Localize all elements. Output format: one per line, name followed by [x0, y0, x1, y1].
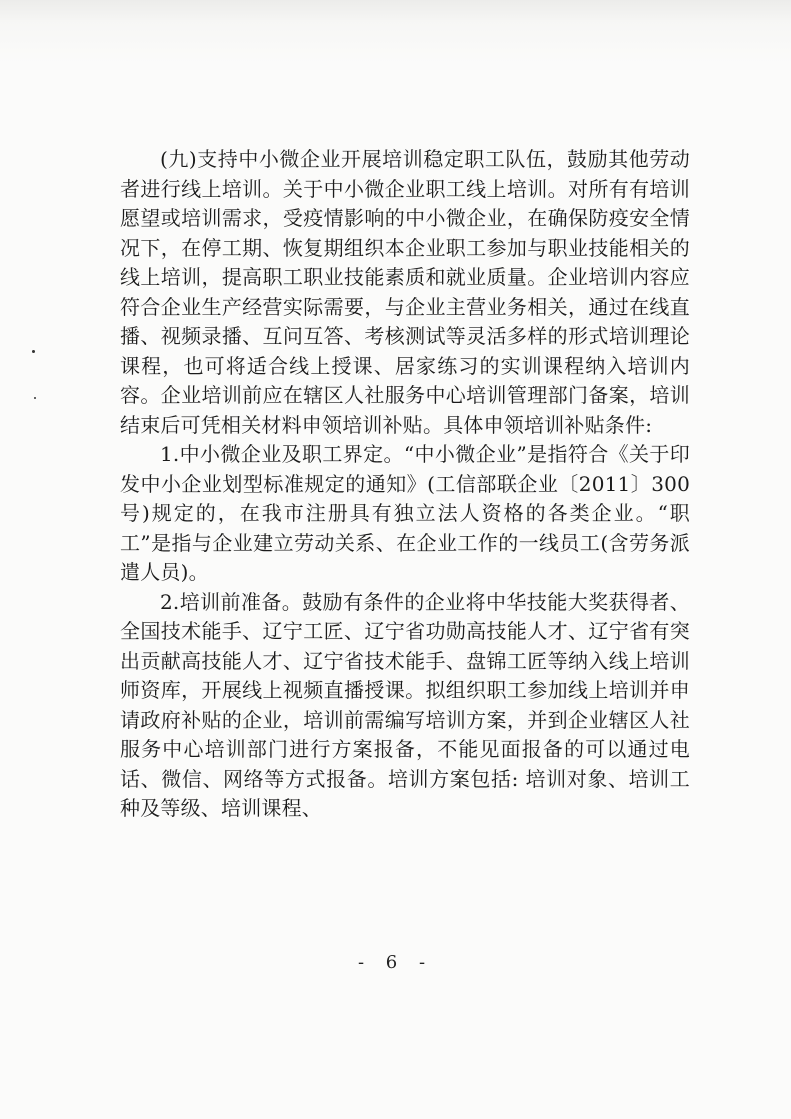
document-body: [120, 145, 690, 824]
scan-speck: [34, 397, 36, 399]
paragraph-enterprise-definition: 1.中小微企业及职工界定。“中小微企业”是指符合《关于印发中小企业划型标准规定的通知》(工信部联企业〔2011〕300号)规定的，在我市注册具有独立法人资格的各类企业。“职工”是指与企业建立劳动关系、在企业工作的一线员工(含劳务派遣人员)。: [120, 442, 690, 584]
paragraph-support-small-enterprises: (九)支持中小微企业开展培训稳定职工队伍，鼓励其他劳动者进行线上培训。关于中小微企业职工线上培训。对所有有培训愿望或培训需求，受疫情影响的中小微企业，在确保防疫安全情况下，在停工期、恢复期组织本企业职工参加与职业技能相关的线上培训，提高职工职业技能素质和就业质量。企业培训内容应符合企业生产经营实际需要，与企业主营业务相关，通过在线直播、视频录播、互问互答、考核测试等灵活多样的形式培训理论课程，也可将适合线上授课、居家练习的实训课程纳入培训内容。企业培训前应在辖区人社服务中心培训管理部门备案，培训结束后可凭相关材料申领培训补贴。具体申领培训补贴条件:: [120, 147, 690, 437]
scan-speck: [32, 350, 35, 353]
scan-top-edge: [0, 0, 791, 64]
paragraph-training-preparation: 2.培训前准备。鼓励有条件的企业将中华技能大奖获得者、全国技术能手、辽宁工匠、辽宁省功勋高技能人才、辽宁省有突出贡献高技能人才、辽宁省技术能手、盘锦工匠等纳入线上培训师资库，开展线上视频直播授课。拟组织职工参加线上培训并申请政府补贴的企业，培训前需编写培训方案，并到企业辖区人社服务中心培训部门进行方案报备，不能见面报备的可以通过电话、微信、网络等方式报备。培训方案包括: 培训对象、培训工种及等级、培训课程、: [120, 589, 690, 820]
page-number: - 6 -: [357, 952, 434, 973]
